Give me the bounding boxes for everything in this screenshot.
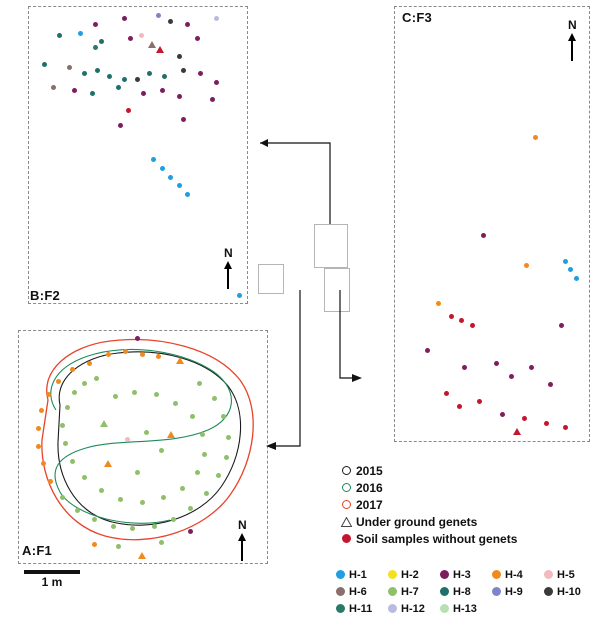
haplotype-label: H-13	[453, 602, 477, 615]
haplotype-color-swatch	[336, 570, 345, 579]
plot-marker-dot	[160, 88, 165, 93]
haplotype-label: H-4	[505, 568, 523, 581]
haplotype-label: H-6	[349, 585, 367, 598]
haplotype-color-swatch	[440, 587, 449, 596]
legend-label-soil-samples: Soil samples without genets	[356, 531, 518, 546]
plot-marker-dot	[140, 352, 145, 357]
plot-marker-dot	[156, 13, 161, 18]
legend	[336, 462, 592, 547]
plot-marker-dot	[173, 401, 178, 406]
plot-marker-dot	[500, 412, 505, 417]
circle-outline-icon	[336, 466, 356, 475]
plot-marker-dot	[444, 391, 449, 396]
haplotype-label: H-12	[401, 602, 425, 615]
plot-marker-dot	[140, 500, 145, 505]
haplotype-color-swatch	[388, 604, 397, 613]
legend-haplotype-item	[440, 566, 492, 583]
plot-marker-dot	[159, 540, 164, 545]
legend-haplotype-item	[336, 600, 388, 617]
haplotype-color-swatch	[492, 587, 501, 596]
dot-filled-icon	[336, 534, 356, 543]
plot-marker-dot	[99, 39, 104, 44]
plot-marker-dot	[524, 263, 529, 268]
plot-marker-dot	[177, 183, 182, 188]
plot-marker-dot	[470, 323, 475, 328]
plot-marker-dot	[214, 80, 219, 85]
haplotype-label: H-8	[453, 585, 471, 598]
plot-marker-dot	[177, 94, 182, 99]
plot-marker-dot	[116, 85, 121, 90]
legend-haplotype-item	[440, 583, 492, 600]
plot-marker-dot	[78, 31, 83, 36]
plot-marker-dot	[93, 22, 98, 27]
plot-marker-dot	[197, 381, 202, 386]
plot-marker-dot	[563, 425, 568, 430]
haplotype-color-swatch	[388, 587, 397, 596]
plot-marker-dot	[177, 54, 182, 59]
legend-row-2017	[336, 496, 592, 513]
haplotype-label: H-2	[401, 568, 419, 581]
plot-marker-dot	[185, 22, 190, 27]
plot-marker-dot	[51, 85, 56, 90]
legend-row-2015	[336, 462, 592, 479]
plot-marker-dot	[87, 361, 92, 366]
plot-marker-dot	[92, 517, 97, 522]
scale-bar	[24, 570, 80, 589]
plot-marker-dot	[95, 68, 100, 73]
plot-marker-dot	[198, 71, 203, 76]
plot-marker-dot	[154, 392, 159, 397]
legend-label-underground-genets: Under ground genets	[356, 514, 478, 529]
plot-marker-dot	[82, 381, 87, 386]
plot-marker-dot	[122, 16, 127, 21]
plot-marker-dot	[147, 71, 152, 76]
haplotype-label: H-10	[557, 585, 581, 598]
scale-bar-label: 1 m	[41, 575, 63, 589]
plot-marker-dot	[188, 506, 193, 511]
circle-outline-icon	[336, 500, 356, 509]
legend-row-2016	[336, 479, 592, 496]
plot-marker-dot	[111, 524, 116, 529]
plot-marker-dot	[181, 117, 186, 122]
panel-f1-label: A:F1	[22, 543, 53, 558]
plot-marker-dot	[135, 336, 140, 341]
plot-marker-triangle	[138, 552, 146, 559]
circle-outline-icon	[336, 483, 356, 492]
plot-marker-triangle	[100, 420, 108, 427]
haplotype-color-swatch	[544, 570, 553, 579]
plot-marker-dot	[118, 123, 123, 128]
plot-marker-dot	[210, 97, 215, 102]
plot-marker-dot	[216, 473, 221, 478]
plot-marker-dot	[159, 448, 164, 453]
plot-marker-dot	[72, 88, 77, 93]
scale-bar-line	[24, 570, 80, 574]
triangle-outline-icon	[336, 517, 356, 527]
plot-marker-triangle	[156, 46, 164, 53]
legend-label-2015: 2015	[356, 463, 383, 478]
legend-label-2017: 2017	[356, 497, 383, 512]
plot-marker-dot	[116, 544, 121, 549]
haplotype-label: H-1	[349, 568, 367, 581]
legend-haplotype-item	[544, 583, 596, 600]
haplotype-label: H-7	[401, 585, 419, 598]
plot-marker-dot	[92, 542, 97, 547]
legend-label-2016: 2016	[356, 480, 383, 495]
panel-f2-label: B:F2	[30, 288, 61, 303]
legend-haplotype-item	[440, 600, 492, 617]
legend-haplotype-item	[388, 566, 440, 583]
plot-marker-dot	[509, 374, 514, 379]
plot-marker-dot	[559, 323, 564, 328]
haplotype-color-swatch	[336, 604, 345, 613]
haplotype-label: H-5	[557, 568, 575, 581]
haplotype-color-swatch	[440, 570, 449, 579]
plot-marker-dot	[122, 77, 127, 82]
legend-haplotype-item	[336, 583, 388, 600]
legend-haplotypes	[336, 566, 596, 617]
plot-marker-dot	[574, 276, 579, 281]
legend-haplotype-item	[492, 566, 544, 583]
plot-marker-triangle	[176, 357, 184, 364]
plot-marker-dot	[93, 45, 98, 50]
legend-row-soil-samples	[336, 530, 592, 547]
haplotype-label: H-11	[349, 602, 373, 615]
haplotype-label: H-9	[505, 585, 523, 598]
haplotype-label: H-3	[453, 568, 471, 581]
plot-marker-dot	[82, 475, 87, 480]
plot-marker-dot	[181, 68, 186, 73]
plot-marker-dot	[563, 259, 568, 264]
legend-haplotype-item	[388, 600, 440, 617]
plot-marker-dot	[63, 441, 68, 446]
north-arrow-f1-label: N	[238, 518, 247, 532]
legend-haplotype-item	[544, 566, 596, 583]
plot-marker-dot	[106, 352, 111, 357]
plot-marker-triangle	[513, 428, 521, 435]
haplotype-color-swatch	[544, 587, 553, 596]
plot-marker-dot	[39, 408, 44, 413]
plot-marker-dot	[188, 529, 193, 534]
legend-haplotype-item	[388, 583, 440, 600]
north-arrow-f2-label: N	[224, 246, 233, 260]
plot-marker-dot	[152, 524, 157, 529]
plot-marker-dot	[107, 74, 112, 79]
haplotype-color-swatch	[492, 570, 501, 579]
plot-marker-dot	[46, 392, 51, 397]
plot-marker-dot	[168, 175, 173, 180]
plot-marker-dot	[457, 404, 462, 409]
plot-marker-dot	[200, 432, 205, 437]
plot-marker-dot	[226, 435, 231, 440]
plot-marker-dot	[135, 77, 140, 82]
panel-f3-label: C:F3	[402, 10, 433, 25]
plot-marker-dot	[141, 91, 146, 96]
plot-marker-dot	[36, 444, 41, 449]
plot-marker-dot	[204, 491, 209, 496]
plot-marker-triangle	[167, 431, 175, 438]
plot-marker-dot	[185, 192, 190, 197]
haplotype-color-swatch	[388, 570, 397, 579]
legend-haplotype-item	[492, 583, 544, 600]
plot-marker-dot	[82, 71, 87, 76]
plot-marker-dot	[36, 426, 41, 431]
legend-haplotype-item	[336, 566, 388, 583]
north-arrow-f3-label: N	[568, 18, 577, 32]
plot-marker-dot	[125, 437, 130, 442]
plot-marker-triangle	[148, 41, 156, 48]
plot-marker-dot	[160, 166, 165, 171]
legend-row-underground-genets	[336, 513, 592, 530]
haplotype-color-swatch	[336, 587, 345, 596]
plot-marker-triangle	[104, 460, 112, 467]
plot-marker-dot	[56, 379, 61, 384]
plot-marker-dot	[224, 455, 229, 460]
plot-marker-dot	[162, 74, 167, 79]
haplotype-color-swatch	[440, 604, 449, 613]
